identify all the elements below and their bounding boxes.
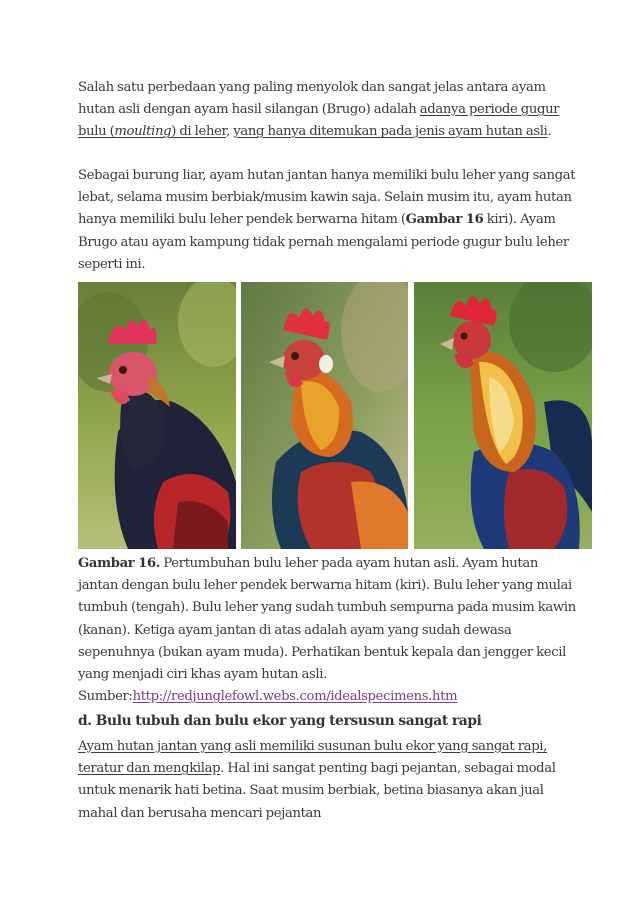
caption-text: Pertumbuhan bulu leher pada ayam hutan asli. Ayam hutan jantan dengan bulu leher pendek berwarna hitam (kiri). Bulu leher yang mulai tumbuh (tengah). Bulu leher yang sudah tumbuh sempurna pada musim kawin (kanan). Ketiga ayam jantan di atas adalah ayam yang sudah dewasa sepenuhnya (bukan ayam muda). Perhatikan bentuk kepala dan jengger kecil yang menjadi ciri khas ayam hutan asli.: [78, 556, 576, 683]
body-paragraph: [78, 736, 578, 825]
section-heading: [78, 710, 578, 732]
underlined-phrase: adanya periode gugur bulu (moulting) di leher: [78, 102, 560, 140]
figure-caption: [78, 553, 578, 708]
text-run: Sebagai burung liar, ayam hutan jantan hanya memiliki bulu leher yang sangat lebat, selama musim berbiak/musim kawin saja. Selain musim itu, ayam hutan hanya memiliki bulu leher pendek berwarna hitam (: [78, 168, 576, 228]
source-label: Sumber:: [78, 689, 133, 705]
caption-label: Gambar 16.: [78, 556, 161, 571]
underlined-phrase: yang hanya ditemukan pada jenis ayam hutan asli: [233, 124, 548, 140]
section-title: d. Bulu tubuh dan bulu ekor yang tersusun sangat rapi: [78, 713, 482, 729]
rooster-photo-right: [414, 282, 592, 549]
second-paragraph: [78, 165, 578, 276]
text-run: . Hal ini sangat penting bagi pejantan, sebagai modal untuk menarik hati betina. Saat musim berbiak, betina biasanya akan jual mahal dan berusaha mencari pejantan: [78, 761, 556, 821]
rooster-photo-left: [78, 282, 236, 549]
source-link[interactable]: http://redjunglefowl.webs.com/idealspecimens.htm: [132, 689, 458, 705]
underlined-phrase: Ayam hutan jantan yang asli memiliki susunan bulu ekor yang sangat rapi, teratur dan mengkilap: [78, 739, 547, 777]
rooster-photo-middle: [241, 282, 408, 549]
text-run: kiri). Ayam Brugo atau ayam kampung tidak pernah mengalami periode gugur bulu leher seperti ini.: [78, 212, 569, 272]
figure-reference: Gambar 16: [405, 212, 484, 228]
intro-paragraph: Salah satu perbedaan yang paling menyolok dan sangat jelas antara ayam hutan asli dengan ayam hasil silangan (Brugo) adalah adanya periode gugur bulu (moulting) di leher, yang hanya ditemukan pada jenis ayam hutan asli.: [78, 80, 560, 140]
text-run: Salah satu perbedaan yang paling menyolok dan sangat jelas antara ayam hutan asli dengan ayam hasil silangan (Brugo) adalah: [78, 80, 546, 118]
